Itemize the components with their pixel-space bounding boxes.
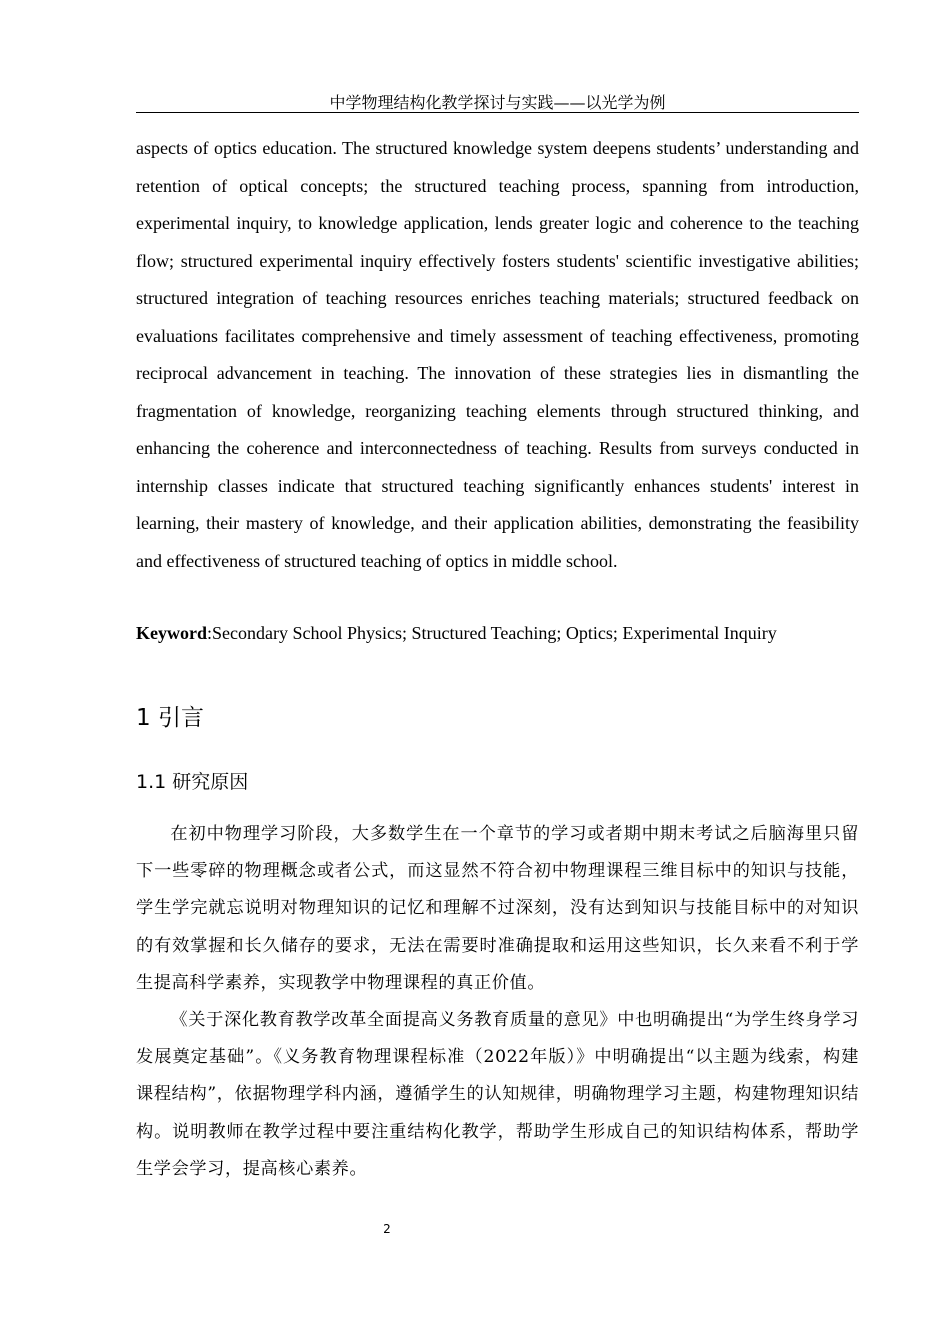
body-paragraph: 《关于深化教育教学改革全面提高义务教育质量的意见》中也明确提出“为学生终身学习发展奠定基础”。《义务教育物理课程标准（2022年版）》中明确提出“以主题为线索，构建课程结构”，依据物理学科内涵，遵循学生的认知规律，明确物理学习主题，构建物理知识结构。说明教师在教学过程中要注重结构化教学，帮助学生形成自己的知识结构体系，帮助学生学会学习，提高核心素养。 [136,1010,859,1179]
running-header: 中学物理结构化教学探讨与实践——以光学为例 [136,94,859,113]
page-number: 2 [383,1222,391,1236]
abstract-paragraph: aspects of optics education. The structured knowledge system deepens students’ understanding and retention of optical concepts; the structured teaching process, spanning from introduction, experimental inquiry, to knowledge application, lends greater logic and coherence to the teaching flow; structured experimental inquiry effectively fosters students' scientific investigative abilities; structured integration of teaching resources enriches teaching materials; structured feedback on evaluations facilitates comprehensive and timely assessment of teaching effectiveness, promoting reciprocal advancement in teaching. The innovation of these strategies lies in dismantling the fragmentation of knowledge, reorganizing teaching elements through structured thinking, and enhancing the coherence and interconnectedness of teaching. Results from surveys conducted in internship classes indicate that structured teaching significantly enhances students' interest in learning, their mastery of knowledge, and their application abilities, demonstrating the feasibility and effectiveness of structured teaching of optics in middle school. [136,138,859,571]
subsection-heading: 1.1 研究原因 [136,771,249,793]
keywords-line [136,620,859,646]
keywords-label: Keyword [136,623,207,643]
body-paragraph: 在初中物理学习阶段，大多数学生在一个章节的学习或者期中期末考试之后脑海里只留下一些零碎的物理概念或者公式，而这显然不符合初中物理课程三维目标中的知识与技能，学生学完就忘说明对物理知识的记忆和理解不过深刻，没有达到知识与技能目标中的对知识的有效掌握和长久储存的要求，无法在需要时准确提取和运用这些知识，长久来看不利于学生提高科学素养，实现教学中物理课程的真正价值。 [136,824,859,993]
keywords-text: :Secondary School Physics; Structured Teaching; Optics; Experimental Inquiry [207,623,777,643]
section-heading: 1 引言 [136,705,204,731]
